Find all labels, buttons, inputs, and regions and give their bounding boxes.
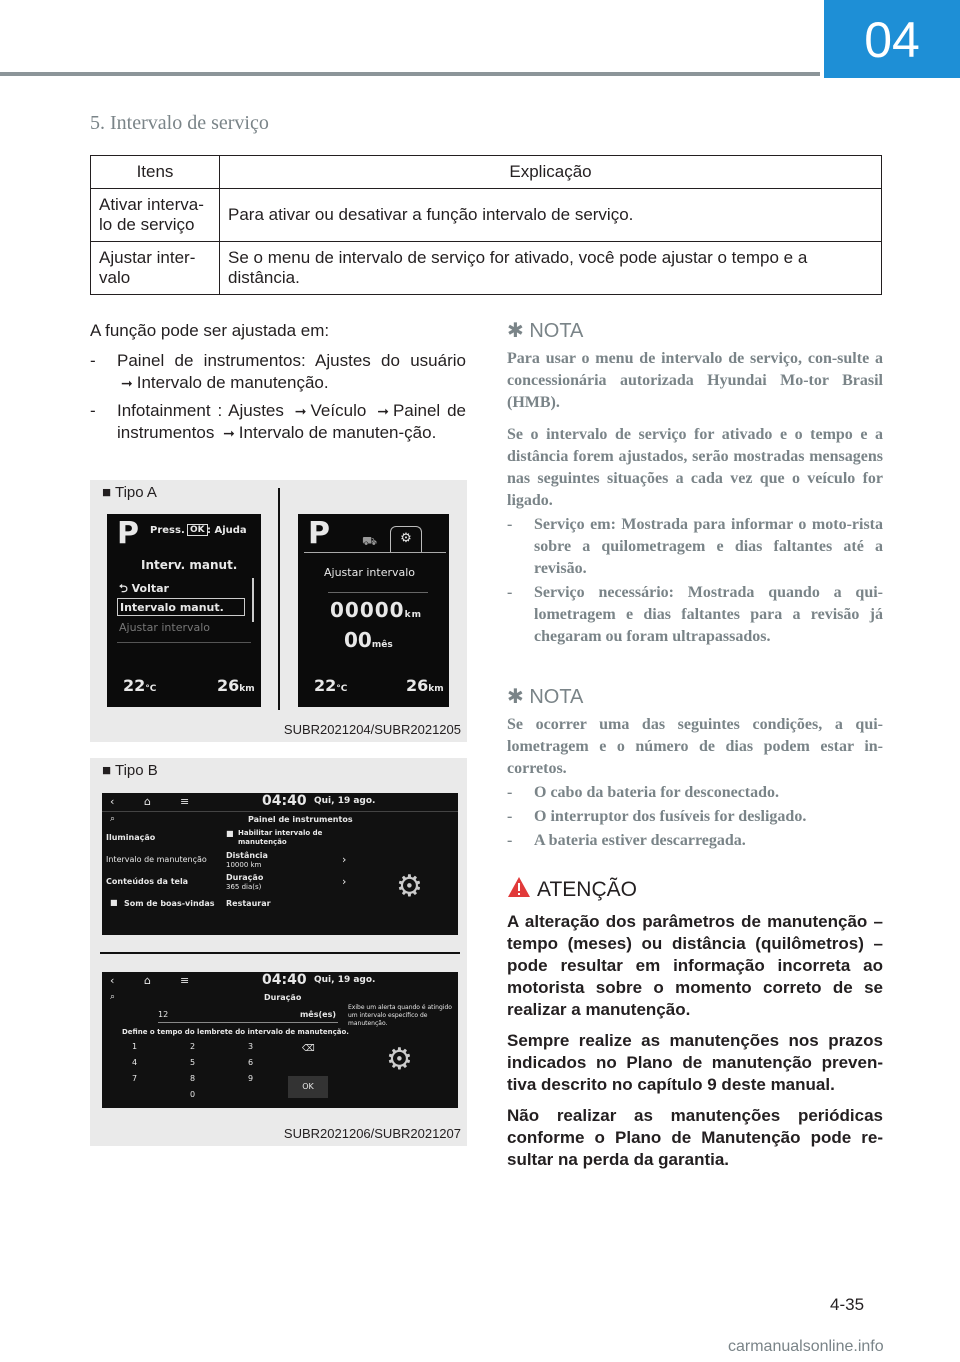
temperature-value: 22°C	[314, 676, 348, 695]
screen-header: Painel de instrumentos	[248, 815, 353, 824]
screen-title: Ajustar intervalo	[324, 566, 416, 579]
checkbox-icon: ■	[110, 898, 118, 907]
item-text: Painel de instrumentos: Ajustes do usuário	[117, 351, 466, 370]
search-icon: ⌕	[110, 992, 116, 1002]
input-value: 12	[158, 1010, 169, 1019]
key: 0	[190, 1090, 196, 1099]
divider	[102, 811, 458, 812]
table-cell-desc: Se o menu de intervalo de serviço for ativado, você pode ajustar o tempo e a distância.	[220, 242, 882, 295]
item-text: Intervalo de manutenção.	[136, 373, 329, 392]
table-cell-desc: Para ativar ou desativar a função intervalo de serviço.	[220, 189, 882, 242]
page-number: 4-35	[830, 1295, 865, 1314]
clock: 04:40	[262, 793, 307, 809]
table-cell-item: Ativar interva-lo de serviço	[91, 189, 220, 242]
warning-paragraph: Sempre realize as manutenções nos prazos indicados no Plano de manutenção preven-tiva descrito no capítulo 9 deste manual.	[507, 1031, 883, 1094]
duration-value: 365 dia(s)	[226, 883, 262, 891]
divider	[304, 552, 446, 553]
table-header-row	[91, 156, 882, 189]
watermark: carmanualsonline.info	[728, 1338, 884, 1355]
service-gear-icon: ⚙	[396, 869, 423, 904]
key: 2	[190, 1042, 196, 1051]
car-icon: ⛟	[362, 534, 378, 548]
menu-item: Intervalo de manutenção	[106, 855, 207, 864]
note-title: ✱ NOTA	[507, 686, 584, 708]
ok-key: OK	[288, 1076, 328, 1098]
distance-label: Distância	[226, 851, 268, 860]
arrow-right-icon: ➞	[377, 403, 389, 419]
enable-option: Habilitar intervalo de manutenção	[238, 829, 323, 846]
table-row	[91, 242, 882, 295]
warning-paragraph: A alteração dos parâmetros de manutenção – tempo (meses) ou distância (quilômetros) – pode resultar em informação incorreta ao motorista sobre o momento correto de se realizar a manutenção.	[507, 912, 883, 1019]
menu-title: Interv. manut.	[141, 558, 238, 572]
list-item: - O interruptor dos fusíveis for desligado.	[507, 808, 807, 825]
key: 1	[132, 1042, 138, 1051]
table-header-items: Itens	[91, 156, 220, 189]
warning-paragraph: Não realizar as manutenções periódicas conforme o Plano de Manutenção pode re-sultar na perda da garantia.	[507, 1106, 883, 1169]
key: 8	[190, 1074, 196, 1083]
list-item: - Serviço necessário: Mostrada quando a qui-lometragem e dias faltantes para a revisão já chegaram ou foram ultrapassados.	[507, 584, 883, 645]
prompt-text: Define o tempo do lembrete do intervalo de manutenção.	[122, 1028, 349, 1036]
duration-label: Duração	[226, 873, 264, 882]
chapter-tab: 04	[824, 0, 960, 78]
hint-text: Exibe um alerta quando é atingido um intervalo específico de manutenção.	[348, 1004, 452, 1027]
menu-icon: ≡	[180, 974, 190, 987]
item-text: Intervalo de manuten-ção.	[238, 423, 437, 442]
chevron-right-icon: ›	[342, 853, 347, 866]
intro-lead: A função pode ser ajustada em:	[90, 321, 330, 340]
item-text: Serviço em: Mostrada para informar o moto-rista sobre a quilometragem e dias faltantes até a revisão.	[534, 516, 883, 577]
service-gear-icon: ⚙	[386, 1042, 413, 1077]
divider	[100, 952, 460, 954]
home-icon: ⌂	[144, 974, 151, 987]
item-text: O interruptor dos fusíveis for desligado.	[534, 808, 807, 825]
distance-value: 10000 km	[226, 861, 262, 869]
arrow-right-icon: ➞	[223, 425, 235, 441]
arrow-right-icon: ➞	[294, 403, 307, 419]
list-item: - Painel de instrumentos: Ajustes do usuário ➞ Intervalo de manutenção.	[90, 351, 466, 392]
reset-option: Restaurar	[226, 899, 271, 908]
figure-code: SUBR2021204/SUBR2021205	[283, 722, 461, 737]
date: Qui, 19 ago.	[314, 796, 376, 806]
clock: 04:40	[262, 972, 307, 988]
list-item: - O cabo da bateria for desconectado.	[507, 784, 780, 801]
range-value: 26km	[406, 676, 444, 695]
arrow-right-icon: ➞	[121, 375, 133, 391]
input-unit: mês(es)	[299, 1010, 336, 1019]
service-table	[90, 155, 882, 295]
gear-indicator: P	[308, 516, 330, 551]
infotainment-screen-settings	[102, 793, 458, 935]
intro-text	[90, 320, 466, 450]
key: 6	[248, 1058, 254, 1067]
note-paragraph: Se ocorrer uma das seguintes condições, a qui-lometragem e o número de dias podem estar in-corretos.	[507, 716, 883, 777]
ok-key-label: OK	[187, 524, 208, 536]
figure-type-a	[90, 480, 467, 742]
item-text: Painel de instrumentos	[117, 401, 466, 442]
menu-item: Som de boas-vindas	[124, 899, 215, 908]
figure-label: ■ Tipo A	[102, 484, 157, 501]
menu-item: Conteúdos da tela	[106, 877, 189, 886]
note-box	[507, 320, 883, 650]
warning-title	[507, 876, 883, 901]
warning-box	[507, 876, 883, 1180]
list-item: - Serviço em: Mostrada para informar o moto-rista sobre a quilometragem e dias faltantes até a revisão.	[507, 516, 883, 577]
menu-item-selected: Intervalo manut.	[117, 598, 245, 616]
back-icon: ‹	[110, 974, 115, 987]
screen-header: Duração	[264, 993, 302, 1002]
note-box	[507, 686, 883, 854]
press-label: Press.	[150, 525, 185, 536]
divider	[328, 592, 428, 593]
item-text: Veículo	[310, 401, 367, 420]
divider	[278, 488, 280, 710]
note-paragraph: Se o intervalo de serviço for ativado e o tempo e a distância forem ajustados, serão mostradas mensagens nas seguintes situações a cada vez que o veículo for ligado.	[507, 426, 883, 509]
search-icon: ⌕	[110, 814, 116, 824]
duration-input	[158, 1010, 338, 1023]
key: 9	[248, 1074, 254, 1083]
item-text: O cabo da bateria for desconectado.	[534, 784, 780, 801]
menu-icon: ≡	[180, 795, 190, 808]
temperature-value: 22°C	[123, 676, 157, 695]
gear-settings-icon: ⚙	[390, 526, 422, 553]
scrollbar	[252, 578, 254, 622]
list-item: - Infotainment : Ajustes ➞ Veículo ➞ Painel de instrumentos ➞ Intervalo de manuten-ção.	[90, 401, 466, 442]
date: Qui, 19 ago.	[314, 975, 376, 985]
menu-item-disabled: Ajustar intervalo	[119, 621, 211, 634]
back-icon: ‹	[110, 795, 115, 808]
warning-triangle-icon	[507, 876, 531, 898]
list-item: - A bateria estiver descarregada.	[507, 832, 746, 849]
checkbox-icon: ■	[226, 829, 234, 838]
home-icon: ⌂	[144, 795, 151, 808]
section-title: 5. Intervalo de serviço	[90, 112, 269, 134]
item-text: Serviço necessário: Mostrada quando a qui-lometragem e dias faltantes para a revisão já chegaram ou foram ultrapassados.	[534, 584, 883, 645]
cluster-screen-interval	[298, 514, 449, 707]
cluster-screen-menu	[107, 514, 261, 707]
table-row	[91, 189, 882, 242]
key: 5	[190, 1058, 196, 1067]
months-value: 00mês	[344, 628, 393, 652]
gear-indicator: P	[117, 516, 139, 551]
table-header-explanation: Explicação	[220, 156, 882, 189]
note-title: ✱ NOTA	[507, 320, 584, 342]
chevron-right-icon: ›	[342, 875, 347, 888]
key: 3	[248, 1042, 254, 1051]
note-paragraph: Para usar o menu de intervalo de serviço, con-sulte a concessionária autorizada Hyundai Mo-tor Brasil (HMB).	[507, 350, 883, 411]
divider	[117, 642, 251, 643]
key: 7	[132, 1074, 138, 1083]
range-value: 26km	[217, 676, 255, 695]
menu-item: Iluminação	[106, 833, 156, 842]
infotainment-screen-duration	[102, 972, 458, 1108]
item-text: Infotainment : Ajustes	[117, 401, 284, 420]
figure-type-b	[90, 758, 467, 1146]
backspace-icon: ⌫	[302, 1044, 315, 1054]
header-rule	[0, 72, 820, 76]
key: 4	[132, 1058, 138, 1067]
figure-label: ■ Tipo B	[102, 762, 158, 779]
table-cell-item: Ajustar inter-valo	[91, 242, 220, 295]
menu-item-back: ⮌ Voltar	[119, 582, 169, 595]
item-text: A bateria estiver descarregada.	[534, 832, 746, 849]
help-label: : Ajuda	[207, 525, 247, 536]
distance-value: 00000km	[330, 598, 422, 622]
warning-title-text: ATENÇÃO	[537, 878, 637, 901]
figure-code: SUBR2021206/SUBR2021207	[283, 1126, 461, 1141]
